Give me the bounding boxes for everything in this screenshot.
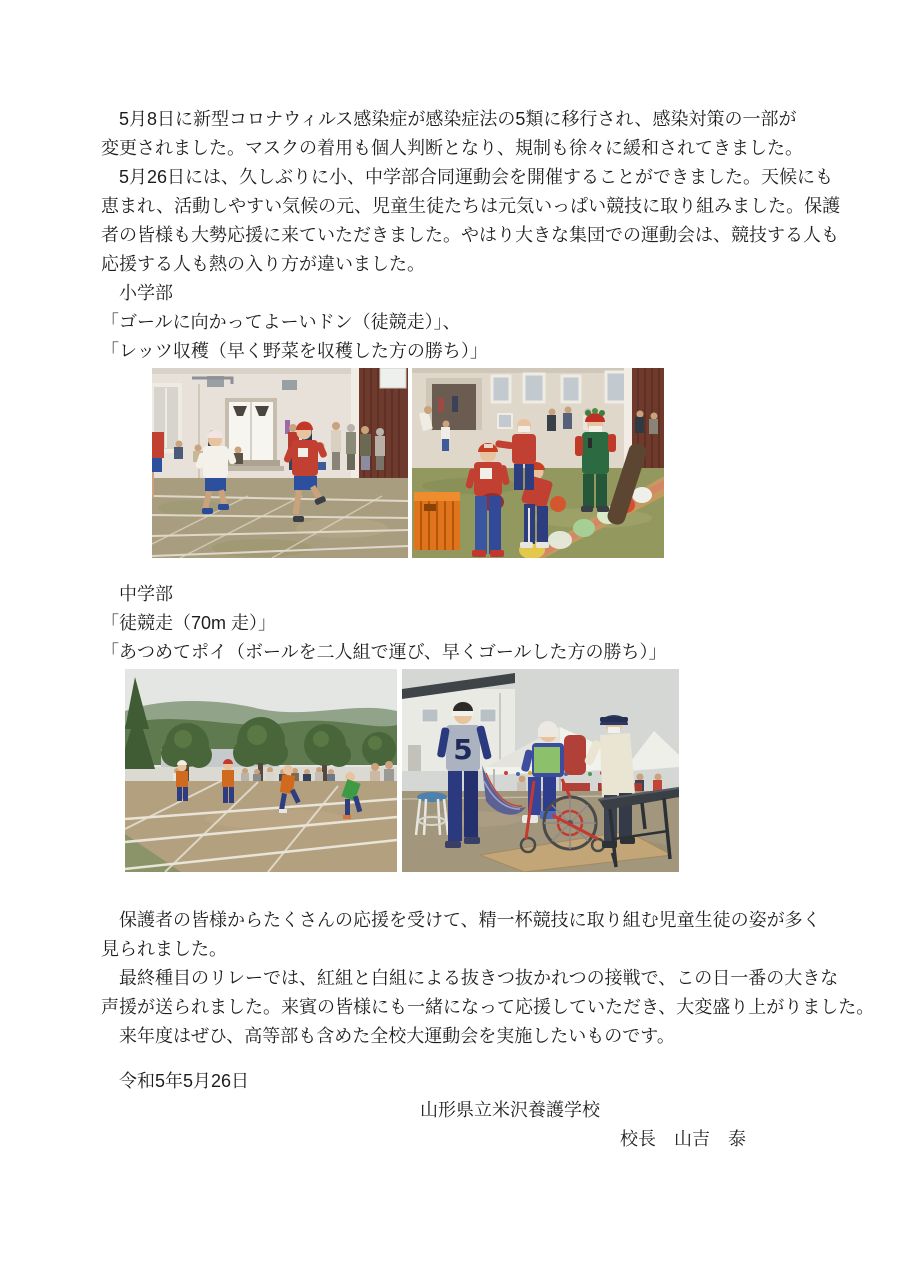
paragraph-line: 保護者の皆様からたくさんの応援を受けて、精一杯競技に取り組む児童生徒の姿が多く <box>101 910 821 930</box>
paragraph-line: 見られました。 <box>101 939 227 959</box>
caption-junior-2: 「あつめてポイ（ボールを二人組で運び、早くゴールした方の勝ち）」 <box>101 642 667 662</box>
orange-crate <box>414 492 460 550</box>
paragraph-line: 最終種目のリレーでは、紅組と白組による抜きつ抜かれつの接戦で、この日一番の大きな <box>101 968 839 988</box>
caption-elementary-1: 「ゴールに向かってよーいドン（徒競走）」、 <box>101 312 461 332</box>
photo-junior-wheelchair <box>402 669 679 872</box>
runner-orange-2 <box>222 759 234 803</box>
paragraph-line: 応援する人も熱の入り方が違いました。 <box>101 254 425 274</box>
paragraph-line: 来年度はぜひ、高等部も含めた全校大運動会を実施したいものです。 <box>101 1026 675 1046</box>
photo-elementary-footrace <box>152 368 408 558</box>
paragraph-line: 声援が送られました。来賓の皆様にも一緒になって応援していただき、大変盛り上がりました。 <box>101 997 875 1017</box>
photo-elementary-harvest <box>412 368 664 558</box>
paragraph-line: 恵まれ、活動しやすい気候の元、児童生徒たちは元気いっぱい競技に取り組みました。保護 <box>101 196 841 216</box>
newsletter-body <box>101 105 875 1154</box>
caption-elementary-2: 「レッツ収穫（早く野菜を収穫した方の勝ち）」 <box>101 341 488 361</box>
school-name: 山形県立米沢養護学校 <box>420 1100 600 1120</box>
section-heading-junior: 中学部 <box>101 584 173 604</box>
photo-row-junior <box>125 669 861 872</box>
caption-junior-1: 「徒競走（70m 走）」 <box>101 613 277 633</box>
paragraph-line: 5月26日には、久しぶりに小、中学部合同運動会を開催することができました。天候にも <box>101 167 834 187</box>
date-line: 令和5年5月26日 <box>101 1071 250 1091</box>
photo-junior-race <box>125 669 397 872</box>
bib-number-text: 5 <box>453 733 473 766</box>
section-heading-elementary: 小学部 <box>101 283 173 303</box>
runner-orange-1 <box>176 760 188 801</box>
paragraph-line: 変更されました。マスクの着用も個人判断となり、規制も徐々に緩和されてきました。 <box>101 138 803 158</box>
principal-signature: 校長 山吉 泰 <box>620 1129 746 1149</box>
paragraph-line: 5月8日に新型コロナウィルス感染症が感染症法の5類に移行され、感染対策の一部が <box>101 109 797 129</box>
paragraph-line: 者の皆様も大勢応援に来ていただきました。やはり大きな集団での運動会は、競技する人も <box>101 225 839 245</box>
photo-row-elementary <box>152 368 861 558</box>
